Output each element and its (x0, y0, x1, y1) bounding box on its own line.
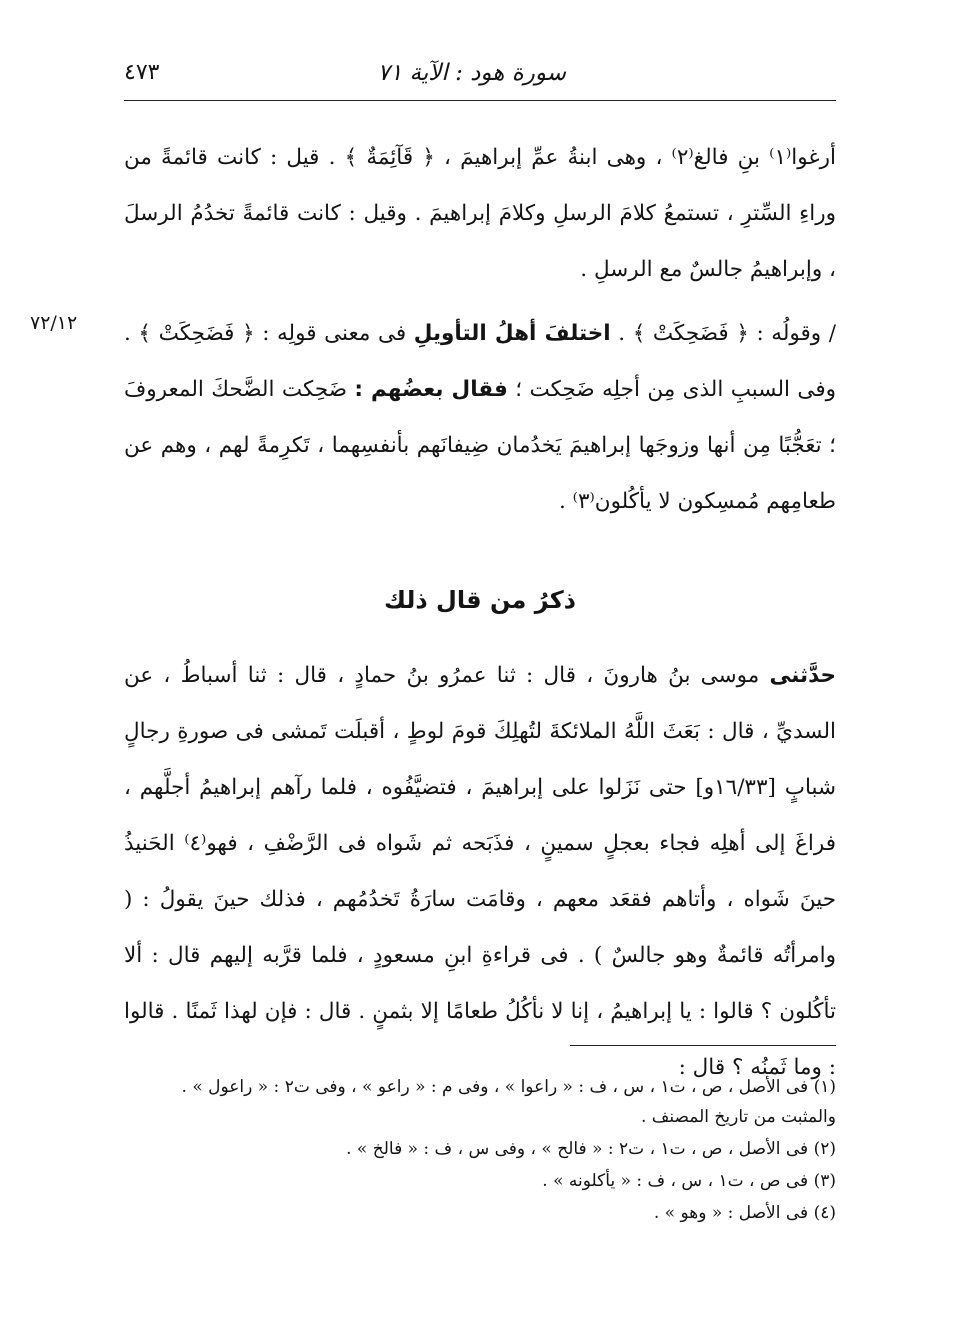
paragraph-3-bold: حدَّثنى (769, 663, 836, 688)
footnotes (124, 1072, 836, 1230)
section-heading: ذكرُ من قال ذلك (384, 586, 576, 614)
paragraph-2-tail: ضَحِكت الضَّحكَ المعروفَ ؛ تعَجُّبًا مِن أنها وزوجَها إبراهيمَ يَخدُمان ضِيفانَهم بأنفسِهما ، تَكرِمةً لهم ، وهم عن طعامِهم مُمسِكون لا يأكُلون⁽٣⁾ . (124, 377, 836, 514)
footnote-1: (١) فى الأصل ، ص ، ت١ ، س ، ف : « راعوا » ، وفى م : « راعو » ، وفى ت٢ : « راعول » . والمثبت من تاريخ المصنف . (181, 1077, 836, 1127)
paragraph-3 (124, 648, 836, 1096)
footnote-rule (570, 1045, 836, 1046)
page-number: ٤٧٣ (124, 60, 160, 85)
paragraph-2-bold-2: فقال بعضُهم : (354, 377, 508, 402)
paragraph-2 (124, 306, 836, 530)
footnote-2: (٢) فى الأصل ، ص ، ت١ ، ت٢ : « فالح » ، وفى س ، ف : « فالخ » . (346, 1139, 836, 1159)
paragraph-2-bold-1: اختلفَ أهلُ التأويلِ (413, 321, 611, 346)
running-title: سورة هود : الآية ٧١ (377, 60, 566, 86)
paragraph-2-lead: / وقولُه : ﴿ فَضَحِكَتْ ﴾ . (610, 321, 836, 346)
paragraph-1: أرغوا⁽١⁾ بنِ فالغ⁽٢⁾ ، وهى ابنةُ عمِّ إبراهيمَ ، ﴿ قَآئِمَةٌ ﴾ . قيل : كانت قائمةً من وراءِ السِّترِ ، تستمعُ كلامَ الرسلِ وكلامَ إبراهيمَ . وقيل : كانت قائمةً تخدُمُ الرسلَ ، وإبراهيمُ جالسٌ مع الرسلِ . (124, 145, 836, 282)
footnote-3: (٣) فى ص ، ت١ ، س ، ف : « يأكلونه » . (542, 1171, 836, 1191)
paragraph-2-middle: فى معنى قولِه : ﴿ فَضَحِكَتْ ﴾ . وفى السببِ الذى مِن أجلِه ضَحِكت ؛ (124, 321, 836, 402)
paragraph-3-text: موسى بنُ هارونَ ، قال : ثنا عمرُو بنُ حمادٍ ، قال : ثنا أسباطُ ، عن السديِّ ، قال : بَعَثَ اللَّهُ الملائكةَ لتُهلِكَ قومَ لوطٍ ، أقبلَت تَمشى فى صورةِ رجالٍ شبابٍ [١٦/٣٣و] حتى نَزَلوا على إبراهيمَ ، فتضيَّفُوه ، فلما رآهم إبراهيمُ أجلَّهم ، فراغَ إلى أهلِه فجاء بعجلٍ سمينٍ ، فذَبَحه ثم شَواه فى الرَّضْفِ ، فهو⁽٤⁾ الحَنيذُ حينَ شَواه ، وأتاهم فقعَد معهم ، وقامَت سارَةُ تَخدُمُهم ، فذلك حينَ يقولُ : ( وامرأتُه قائمةٌ وهو جالسٌ ) . فى قراءةِ ابنِ مسعودٍ ، فلما قرَّبه إليهم قال : ألا تأكُلون ؟ قالوا : يا إبراهيمُ ، إنا لا نأكُلُ طعامًا إلا بثمنٍ . قال : فإن لهذا ثَمنًا . قالوا : وما ثَمنُه ؟ قال : (124, 663, 837, 1080)
margin-reference: ٧٢/١٢ (30, 312, 78, 334)
page-header (124, 54, 836, 100)
footnote-4: (٤) فى الأصل : « وهو » . (653, 1203, 836, 1223)
header-rule (124, 100, 836, 101)
